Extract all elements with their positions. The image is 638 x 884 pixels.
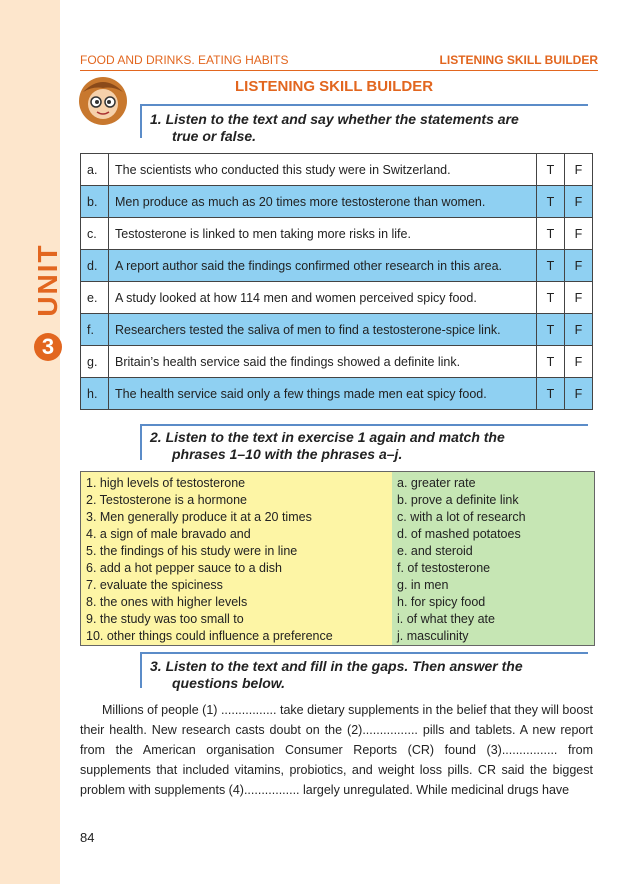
statement-row <box>81 154 593 186</box>
task3-instruction: 3. Listen to the text and fill in the gaps. Then answer the questions below. <box>150 658 523 691</box>
statement-text: Men produce as much as 20 times more testosterone than women. <box>109 186 537 218</box>
false-option[interactable]: F <box>565 186 593 218</box>
true-option[interactable]: T <box>537 346 565 378</box>
unit-label: UNIT <box>32 243 63 317</box>
task3-bar <box>140 652 588 654</box>
statement-text: The scientists who conducted this study were in Switzerland. <box>109 154 537 186</box>
false-option[interactable]: F <box>565 250 593 282</box>
task2-bracket <box>140 424 142 460</box>
match-option: i. of what they ate <box>397 612 495 626</box>
false-option[interactable]: F <box>565 282 593 314</box>
statement-letter: e. <box>81 282 109 314</box>
false-option[interactable]: F <box>565 314 593 346</box>
section-title: LISTENING SKILL BUILDER <box>235 78 434 95</box>
phrase-item: 3. Men generally produce it at a 20 times <box>86 510 312 524</box>
true-option[interactable]: T <box>537 154 565 186</box>
task2-bar <box>140 424 588 426</box>
statement-text: A report author said the findings confirmed other research in this area. <box>109 250 537 282</box>
match-option: d. of mashed potatoes <box>397 527 521 541</box>
statement-row <box>81 314 593 346</box>
phrases-1-10 <box>81 472 392 645</box>
statement-text: Testosterone is linked to men taking more risks in life. <box>109 218 537 250</box>
match-option: a. greater rate <box>397 476 476 490</box>
statement-row <box>81 250 593 282</box>
true-false-table <box>80 153 593 410</box>
false-option[interactable]: F <box>565 154 593 186</box>
match-option: g. in men <box>397 578 449 592</box>
match-option: j. masculinity <box>397 629 469 643</box>
task1-instruction: 1. Listen to the text and say whether the statements are true or false. <box>150 111 519 144</box>
statement-text: The health service said only a few things made men eat spicy food. <box>109 378 537 410</box>
statement-letter: a. <box>81 154 109 186</box>
phrase-item: 6. add a hot pepper sauce to a dish <box>86 561 282 575</box>
task1-bar <box>140 104 588 106</box>
header-rule <box>80 70 598 71</box>
false-option[interactable]: F <box>565 218 593 250</box>
match-option: h. for spicy food <box>397 595 486 609</box>
phrase-item: 7. evaluate the spiciness <box>86 578 223 592</box>
statement-row <box>81 346 593 378</box>
true-option[interactable]: T <box>537 314 565 346</box>
statement-row <box>81 218 593 250</box>
true-option[interactable]: T <box>537 250 565 282</box>
statement-row <box>81 282 593 314</box>
true-option[interactable]: T <box>537 186 565 218</box>
statement-letter: g. <box>81 346 109 378</box>
task3-bracket <box>140 652 142 688</box>
false-option[interactable]: F <box>565 378 593 410</box>
header-section: LISTENING SKILL BUILDER <box>439 53 598 67</box>
matching-box <box>80 471 595 646</box>
match-option: c. with a lot of research <box>397 510 526 524</box>
phrase-item: 9. the study was too small to <box>86 612 244 626</box>
phrase-item: 5. the findings of his study were in line <box>86 544 298 558</box>
true-option[interactable]: T <box>537 218 565 250</box>
task2-instruction: 2. Listen to the text in exercise 1 again and match the phrases 1–10 with the phrases a–j. <box>150 429 505 462</box>
statement-letter: f. <box>81 314 109 346</box>
match-option: b. prove a definite link <box>397 493 519 507</box>
statement-row <box>81 186 593 218</box>
phrase-item: 2. Testosterone is a hormone <box>86 493 247 507</box>
statement-letter: b. <box>81 186 109 218</box>
statement-letter: h. <box>81 378 109 410</box>
statement-text: A study looked at how 114 men and women perceived spicy food. <box>109 282 537 314</box>
statement-text: Britain’s health service said the findings showed a definite link. <box>109 346 537 378</box>
false-option[interactable]: F <box>565 346 593 378</box>
page-number: 84 <box>80 830 95 845</box>
phrase-item: 8. the ones with higher levels <box>86 595 248 609</box>
statement-letter: d. <box>81 250 109 282</box>
statement-letter: c. <box>81 218 109 250</box>
match-option: f. of testosterone <box>397 561 491 575</box>
true-option[interactable]: T <box>537 282 565 314</box>
phrase-item: 1. high levels of testosterone <box>86 476 246 490</box>
phrase-item: 10. other things could influence a preference <box>86 629 333 643</box>
phrase-item: 4. a sign of male bravado and <box>86 527 251 541</box>
true-option[interactable]: T <box>537 378 565 410</box>
match-option: e. and steroid <box>397 544 473 558</box>
statement-row <box>81 378 593 410</box>
unit-number: 3 <box>34 333 62 361</box>
statement-text: Researchers tested the saliva of men to find a testosterone-spice link. <box>109 314 537 346</box>
unit-sidebar <box>0 0 60 884</box>
phrases-a-j <box>392 472 594 645</box>
cartoon-avatar-icon <box>73 72 133 130</box>
header-topic: FOOD AND DRINKS. EATING HABITS <box>80 53 289 67</box>
gap-fill-paragraph: Millions of people (1) ................ take dietary supplements in the belief that they will boost their health. New research casts doubt on the (2)................ pills and tablets. A new report from the American organisation Consumer Reports (CR) found (3)................ from supplements that included vitamins, probiotics, and weight loss pills. CR said the biggest problem with supplements (4)................ largely unregulated. While medicinal drugs have <box>80 703 593 797</box>
task1-bracket <box>140 104 142 138</box>
